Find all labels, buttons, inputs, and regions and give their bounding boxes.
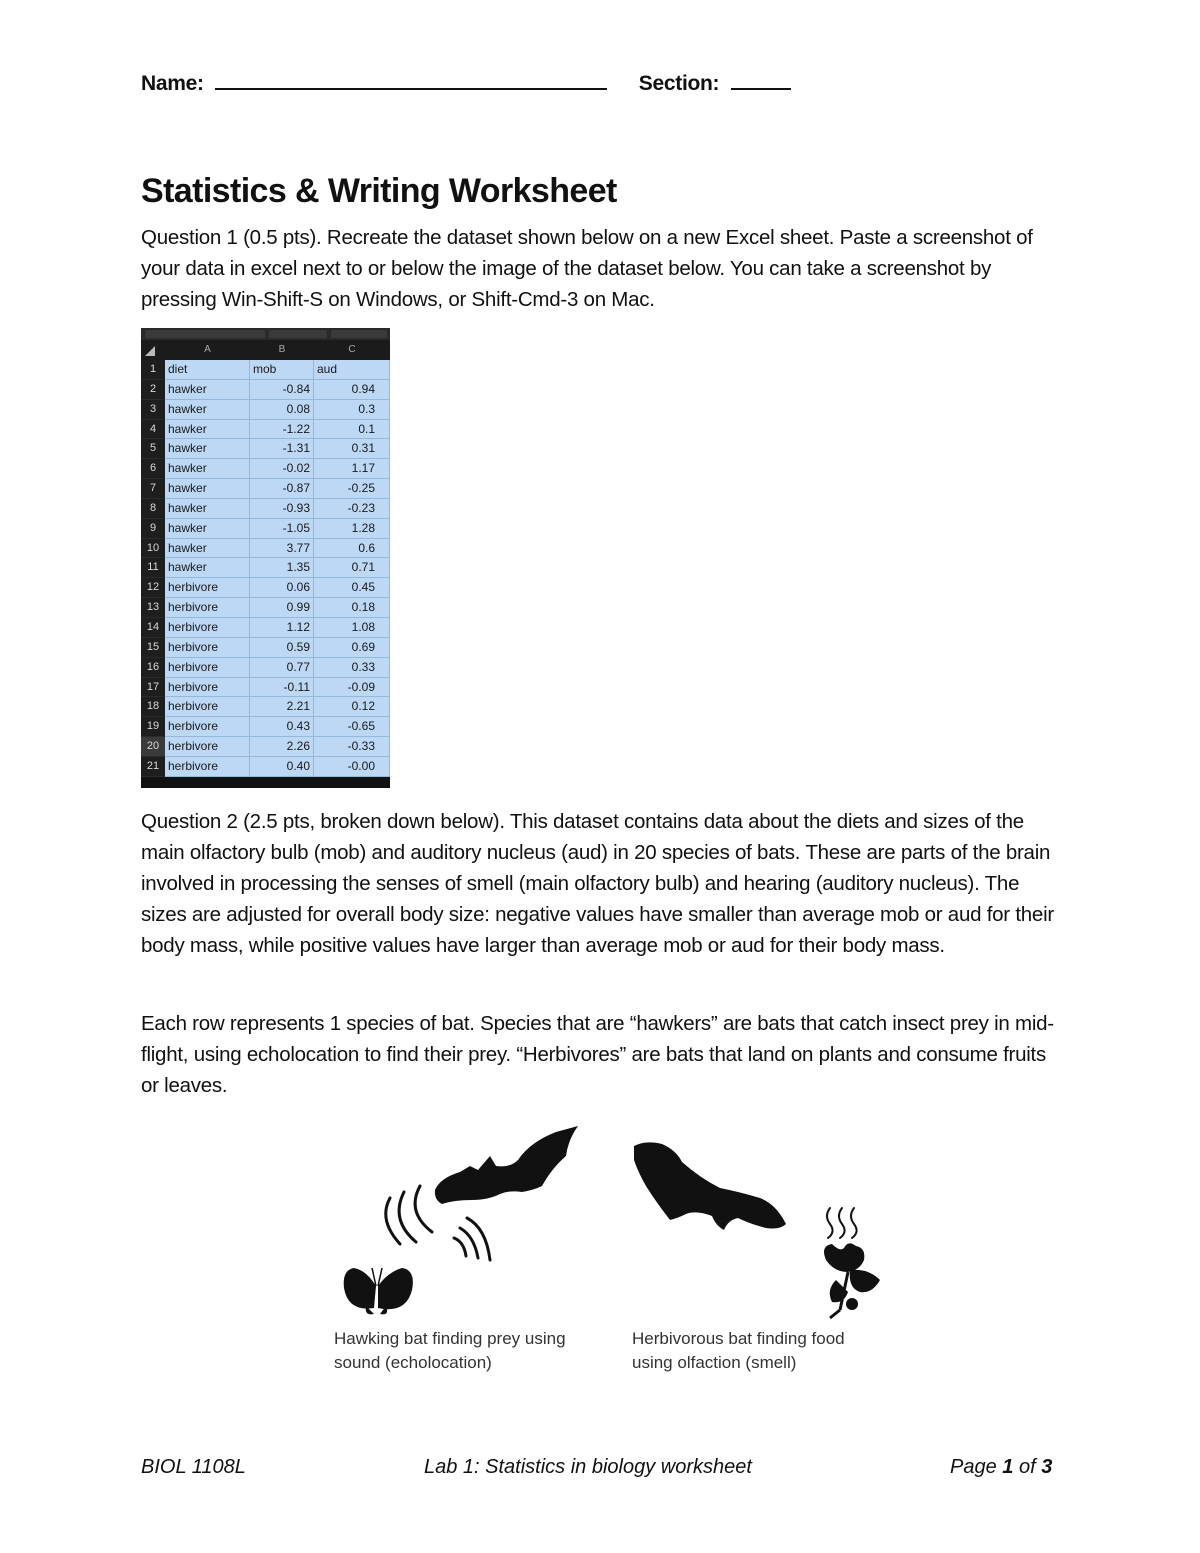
column-header-a: A: [204, 344, 211, 355]
table-row: [141, 479, 390, 499]
cell-aud: 0.31: [314, 439, 390, 459]
header-cell-mob: mob: [250, 360, 314, 380]
column-header-c: C: [348, 344, 356, 355]
cell-aud: 0.94: [314, 380, 390, 400]
cell-mob: 1.35: [250, 558, 314, 578]
table-row: [141, 539, 390, 559]
row-number: 12: [141, 578, 165, 598]
cell-mob: -1.31: [250, 439, 314, 459]
cell-diet: herbivore: [165, 658, 250, 678]
cell-aud: 0.45: [314, 578, 390, 598]
paragraph-3-text: Each row represents 1 species of bat. Species that are “hawkers” are bats that catch insect prey in mid-flight, using echolocation to find their prey. “Herbivores” are bats that land on plants and consume fruits or leaves.: [141, 1012, 1054, 1097]
column-header-bar: [141, 340, 390, 360]
row-number: 2: [141, 380, 165, 400]
section-label: Section:: [638, 72, 720, 95]
cell-diet: herbivore: [165, 618, 250, 638]
cell-mob: -0.93: [250, 499, 314, 519]
cell-mob: 0.59: [250, 638, 314, 658]
name-label: Name:: [141, 72, 204, 95]
table-row: [141, 380, 390, 400]
cell-aud: 0.1: [314, 420, 390, 440]
cell-diet: herbivore: [165, 717, 250, 737]
cell-aud: -0.33: [314, 737, 390, 757]
cell-aud: -0.09: [314, 678, 390, 698]
cell-aud: 0.3: [314, 400, 390, 420]
table-row: [141, 578, 390, 598]
cell-aud: -0.65: [314, 717, 390, 737]
smell-waves-icon: [827, 1208, 857, 1238]
table-row: [141, 697, 390, 717]
cell-diet: herbivore: [165, 598, 250, 618]
cell-diet: hawker: [165, 420, 250, 440]
row-number: 14: [141, 618, 165, 638]
spreadsheet-header-row: [141, 360, 390, 380]
row-number: 10: [141, 539, 165, 559]
cell-diet: hawker: [165, 519, 250, 539]
page-total: 3: [1041, 1456, 1053, 1478]
row-number: 17: [141, 678, 165, 698]
row-number: 9: [141, 519, 165, 539]
table-row: [141, 439, 390, 459]
bat-icon: [634, 1142, 786, 1230]
table-row: [141, 558, 390, 578]
row-number: 20: [141, 737, 165, 757]
question-2-text: Question 2 (2.5 pts, broken down below). This dataset contains data about the diets and sizes of the main olfactory bulb (mob) and auditory nucleus (aud) in 20 species of bats. These are parts of the brain involved in processing the senses of smell (main olfactory bulb) and hearing (auditory nucleus). The sizes are adjusted for overall body size: negative values have smaller than average mob or aud for their body mass, while positive values have larger than average mob or aud for their body mass.: [141, 810, 1054, 957]
cell-diet: hawker: [165, 499, 250, 519]
cell-aud: 0.71: [314, 558, 390, 578]
cell-mob: 1.12: [250, 618, 314, 638]
table-row: [141, 638, 390, 658]
cell-aud: 1.28: [314, 519, 390, 539]
row-number: 7: [141, 479, 165, 499]
cell-diet: herbivore: [165, 737, 250, 757]
name-section-header: [141, 70, 791, 96]
cell-mob: 0.99: [250, 598, 314, 618]
sheet-toolbar-strip: [141, 328, 390, 340]
select-all-icon: [145, 346, 155, 356]
column-header-b: B: [278, 344, 286, 355]
cell-diet: herbivore: [165, 697, 250, 717]
name-blank: [215, 70, 607, 90]
table-row: [141, 678, 390, 698]
row-number: 21: [141, 757, 165, 777]
spreadsheet-screenshot: [141, 328, 390, 788]
cell-diet: herbivore: [165, 757, 250, 777]
cell-mob: 3.77: [250, 539, 314, 559]
cell-diet: hawker: [165, 439, 250, 459]
sheet-tab: [331, 330, 387, 338]
cell-mob: -0.84: [250, 380, 314, 400]
row-number: 19: [141, 717, 165, 737]
page-current: 1: [1002, 1456, 1014, 1478]
table-row: [141, 598, 390, 618]
page-of: of: [1013, 1456, 1042, 1478]
footer-lab-title: Lab 1: Statistics in biology worksheet: [424, 1456, 752, 1478]
row-number: 5: [141, 439, 165, 459]
cell-aud: 0.33: [314, 658, 390, 678]
page-prefix: Page: [950, 1456, 1003, 1478]
cell-diet: herbivore: [165, 578, 250, 598]
table-row: [141, 400, 390, 420]
cell-mob: -0.02: [250, 459, 314, 479]
header-cell-diet: diet: [165, 360, 250, 380]
cell-diet: hawker: [165, 539, 250, 559]
cell-aud: -0.00: [314, 757, 390, 777]
cell-mob: 2.21: [250, 697, 314, 717]
cell-diet: hawker: [165, 558, 250, 578]
row-number: 16: [141, 658, 165, 678]
section-blank: [731, 70, 791, 90]
table-row: [141, 499, 390, 519]
table-row: [141, 717, 390, 737]
row-number: 3: [141, 400, 165, 420]
row-number: 1: [141, 360, 165, 380]
cell-mob: 0.77: [250, 658, 314, 678]
cell-diet: herbivore: [165, 638, 250, 658]
row-number: 11: [141, 558, 165, 578]
table-row: [141, 618, 390, 638]
bat-figure: [320, 1120, 900, 1320]
cell-aud: 0.12: [314, 697, 390, 717]
cell-aud: 0.6: [314, 539, 390, 559]
table-row: [141, 658, 390, 678]
figure-caption-herbivorous: Herbivorous bat finding food using olfaction (smell): [632, 1329, 845, 1372]
sheet-tab: [145, 330, 265, 338]
cell-diet: hawker: [165, 380, 250, 400]
bat-icon: [435, 1126, 578, 1204]
cell-diet: hawker: [165, 479, 250, 499]
row-number: 8: [141, 499, 165, 519]
cell-aud: 0.18: [314, 598, 390, 618]
table-row: [141, 420, 390, 440]
cell-diet: herbivore: [165, 678, 250, 698]
cell-mob: -0.87: [250, 479, 314, 499]
cell-mob: -1.05: [250, 519, 314, 539]
spreadsheet-grid: [141, 360, 390, 777]
header-cell-aud: aud: [314, 360, 390, 380]
row-number: 18: [141, 697, 165, 717]
figure-caption-hawking: Hawking bat finding prey using sound (echolocation): [334, 1329, 566, 1372]
table-row: [141, 737, 390, 757]
cell-mob: 0.06: [250, 578, 314, 598]
footer-page-number: [950, 1456, 1052, 1479]
footer-course: BIOL 1108L: [141, 1456, 246, 1478]
table-row: [141, 757, 390, 777]
cell-diet: hawker: [165, 400, 250, 420]
cell-mob: 0.40: [250, 757, 314, 777]
sheet-tab: [269, 330, 327, 338]
cell-mob: 0.43: [250, 717, 314, 737]
cell-aud: 0.69: [314, 638, 390, 658]
row-number: 15: [141, 638, 165, 658]
table-row: [141, 459, 390, 479]
cell-aud: 1.17: [314, 459, 390, 479]
butterfly-icon: [344, 1268, 413, 1314]
row-number: 6: [141, 459, 165, 479]
table-row: [141, 519, 390, 539]
cell-mob: -0.11: [250, 678, 314, 698]
question-1-text: Question 1 (0.5 pts). Recreate the dataset shown below on a new Excel sheet. Paste a screenshot of your data in excel next to or below the image of the dataset below. You can take a screenshot by pressing Win-Shift-S on Windows, or Shift-Cmd-3 on Mac.: [141, 226, 1033, 311]
cell-mob: 0.08: [250, 400, 314, 420]
page-title: Statistics & Writing Worksheet: [141, 172, 617, 210]
cell-aud: -0.25: [314, 479, 390, 499]
cell-mob: 2.26: [250, 737, 314, 757]
cell-diet: hawker: [165, 459, 250, 479]
row-number: 4: [141, 420, 165, 440]
cell-aud: -0.23: [314, 499, 390, 519]
cell-mob: -1.22: [250, 420, 314, 440]
row-number: 13: [141, 598, 165, 618]
plant-icon: [824, 1243, 880, 1318]
cell-aud: 1.08: [314, 618, 390, 638]
